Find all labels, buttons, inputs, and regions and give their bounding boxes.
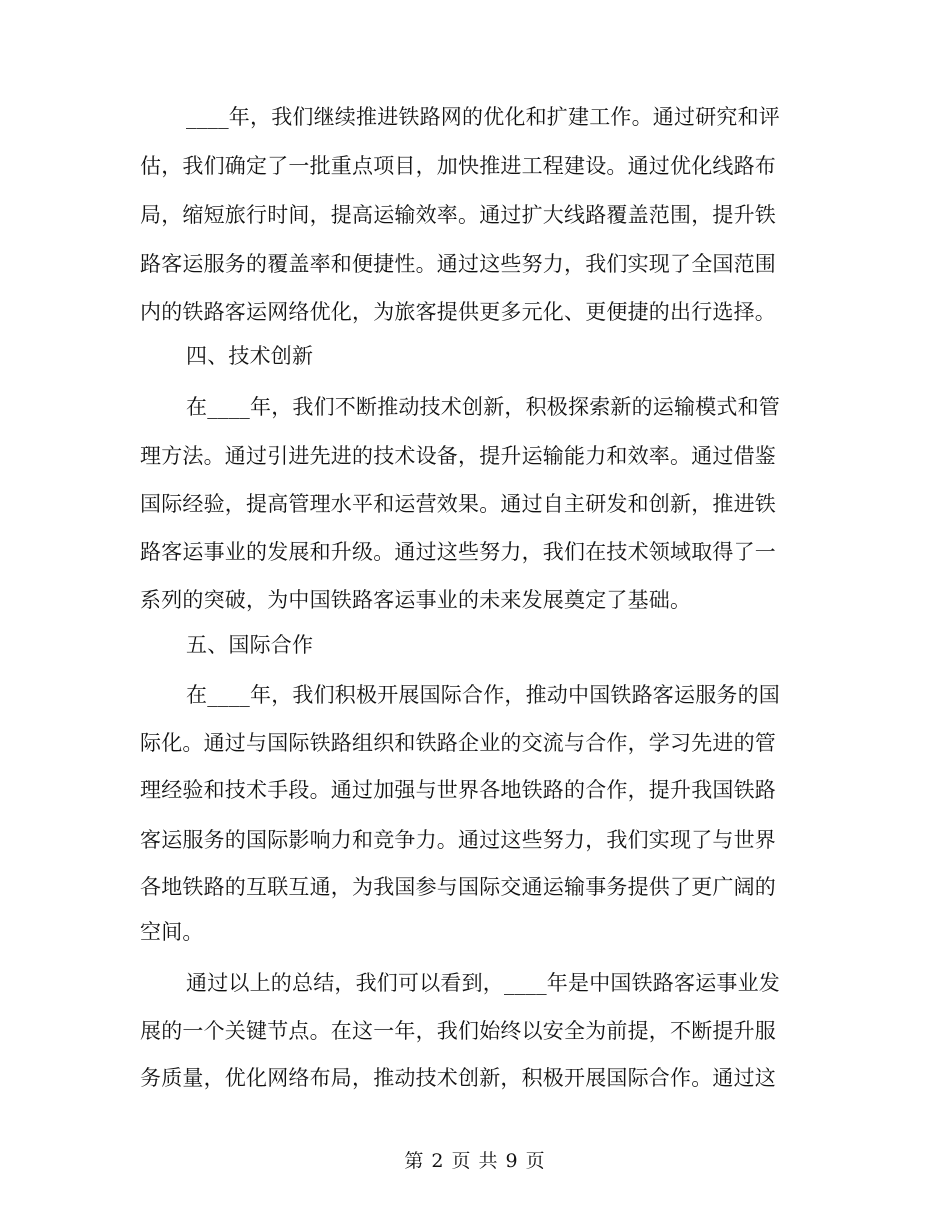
paragraph-line: 在____年，我们不断推动技术创新，积极探索新的运输模式和管 (186, 395, 780, 419)
paragraph-line: 通过以上的总结，我们可以看到，____年是中国铁路客运事业发 (186, 971, 780, 995)
paragraph-line: 际化。通过与国际铁路组织和铁路企业的交流与合作，学习先进的管 (140, 731, 776, 755)
section-heading: 四、技术创新 (186, 344, 314, 368)
paragraph-line: 空间。 (140, 920, 204, 944)
paragraph-line: 展的一个关键节点。在这一年，我们始终以安全为前提，不断提升服 (140, 1019, 776, 1043)
paragraph-line: 各地铁路的互联互通，为我国参与国际交通运输事务提供了更广阔的 (140, 875, 776, 899)
paragraph-line: ____年，我们继续推进铁路网的优化和扩建工作。通过研究和评 (186, 105, 780, 129)
paragraph-line: 客运服务的国际影响力和竞争力。通过这些努力，我们实现了与世界 (140, 828, 776, 852)
paragraph-line: 路客运事业的发展和升级。通过这些努力，我们在技术领域取得了一 (140, 540, 776, 564)
paragraph-line: 路客运服务的覆盖率和便捷性。通过这些努力，我们实现了全国范围 (140, 252, 776, 276)
paragraph-line: 理方法。通过引进先进的技术设备，提升运输能力和效率。通过借鉴 (140, 444, 776, 468)
paragraph-line: 在____年，我们积极开展国际合作，推动中国铁路客运服务的国 (186, 683, 780, 707)
paragraph-line: 务质量，优化网络布局，推动技术创新，积极开展国际合作。通过这 (140, 1066, 776, 1090)
paragraph-line: 局，缩短旅行时间，提高运输效率。通过扩大线路覆盖范围，提升铁 (140, 203, 776, 227)
paragraph-line: 系列的突破，为中国铁路客运事业的未来发展奠定了基础。 (140, 588, 692, 612)
paragraph-line: 内的铁路客运网络优化，为旅客提供更多元化、更便捷的出行选择。 (140, 300, 776, 324)
paragraph-line: 国际经验，提高管理水平和运营效果。通过自主研发和创新，推进铁 (140, 492, 776, 516)
section-heading: 五、国际合作 (186, 633, 314, 657)
page-number-footer: 第 2 页 共 9 页 (404, 1150, 546, 1172)
paragraph-line: 估，我们确定了一批重点项目，加快推进工程建设。通过优化线路布 (140, 154, 776, 178)
paragraph-line: 理经验和技术手段。通过加强与世界各地铁路的合作，提升我国铁路 (140, 778, 776, 802)
